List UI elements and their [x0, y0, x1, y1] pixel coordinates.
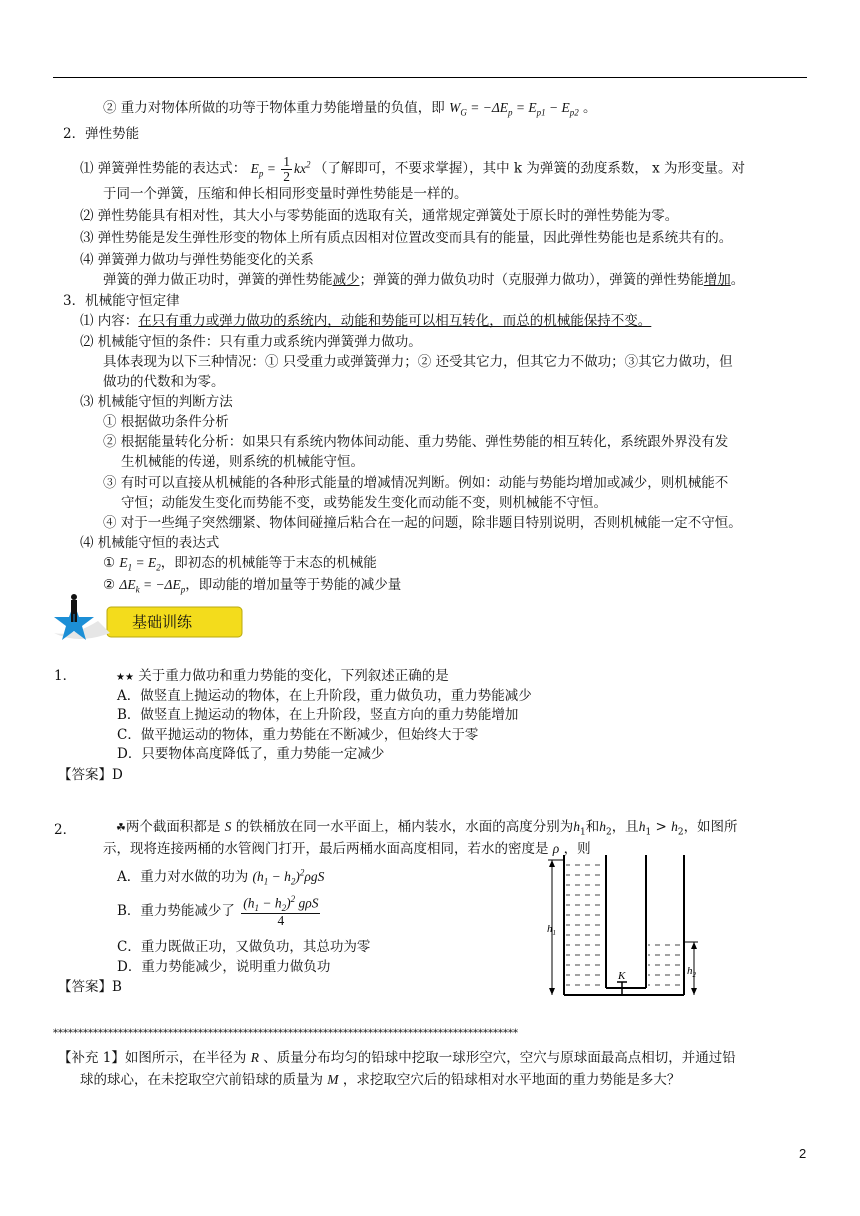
- judgment-method-3: ③ 有时可以直接从机械能的各种形式能量的增减情况判断。例如：动能与势能均增加或减少，则机械能不: [103, 475, 729, 491]
- elastic-pe-formula-line: ⑴ 弹簧弹性势能的表达式： $E_p$ = $\frac{1}{2}$ $kx^2$ （了解即可，不要求掌握），其中 k 为弹簧的劲度系数， x 为形变量。对: [80, 153, 746, 184]
- q2-stem-line2: 示，现将连接两桶的水管阀门打开，最后两桶水面高度相同，若水的密度是 ρ ，则: [103, 841, 591, 857]
- conservation-cases-cont: 做功的代数和为零。: [103, 374, 225, 390]
- valve-label: K: [618, 970, 626, 982]
- expression-1-formula: $E_1 = E_2$: [119, 555, 161, 573]
- difficulty-star-icon: ★★: [116, 672, 134, 683]
- h2-label: $h_2$: [687, 965, 696, 979]
- section-2-title: 2．弹性势能: [63, 126, 140, 142]
- q1-option-c: C．做平抛运动的物体，重力势能在不断减少，但始终大于零: [117, 727, 479, 743]
- q2-stem-line1: ☘两个截面积都是 S 的铁桶放在同一水平面上，桶内装水，水面的高度分别为$h_1$和$h_2$，且$h_1 > h_2$，如图所: [116, 819, 738, 838]
- judgment-method-1: ① 根据做功条件分析: [103, 414, 229, 430]
- elastic-work-relation-title: ⑷ 弹簧弹力做功与弹性势能变化的关系: [80, 252, 314, 268]
- elastic-pe-note: 于同一个弹簧，压缩和伸长相同形变量时弹性势能是一样的。: [103, 186, 468, 202]
- conservation-condition: ⑵ 机械能守恒的条件：只有重力或系统内弹簧弹力做功。: [80, 334, 422, 350]
- elastic-pe-formula: $E_p$ = $\frac{1}{2}$ $kx^2$: [250, 153, 311, 184]
- banner-label: 基础训练: [132, 613, 193, 631]
- judgment-method-2: ② 根据能量转化分析：如果只有系统内物体间动能、重力势能、弹性势能的相互转化，系统跟外界没有发: [103, 434, 729, 450]
- q2-option-a: A．重力对水做的功为 $(h_1 - h_2)^2\rho gS$: [117, 867, 325, 887]
- gravity-work-formula: $W_G = -\Delta E_p = E_{p1} - E_{p2}$: [449, 100, 579, 118]
- elastic-pe-relative: ⑵ 弹性势能具有相对性，其大小与零势能面的选取有关，通常规定弹簧处于原长时的弹性势能为零。: [80, 208, 679, 224]
- q2-answer: 【答案】B: [58, 979, 122, 995]
- expressions-title: ⑷ 机械能守恒的表达式: [80, 535, 220, 551]
- conservation-content: ⑴ 内容：在只有重力或弹力做功的系统内，动能和势能可以相互转化，而总的机械能保持不变。: [80, 313, 652, 329]
- expression-2-formula: $\Delta E_k = -\Delta E_p$: [119, 577, 186, 595]
- q2-number: 2．: [54, 822, 77, 838]
- elastic-pe-system: ⑶ 弹性势能是发生弹性形变的物体上所有质点因相对位置改变而具有的能量，因此弹性势能也是系统共有的。: [80, 230, 733, 246]
- q1-stem: ★★ 关于重力做功和重力势能的变化，下列叙述正确的是: [116, 668, 449, 684]
- supplement-line-1: 【补充 1】如图所示，在半径为 R 、质量分布均匀的铅球中挖取一球形空穴，空穴与原球面最高点相切，并通过铅: [58, 1050, 736, 1066]
- q2-option-c: C．重力既做正功，又做负功，其总功为零: [117, 939, 371, 955]
- expression-1: ① $E_1 = E_2$，即初态的机械能等于末态的机械能: [103, 555, 377, 573]
- judgment-method-4: ④ 对于一些绳子突然绷紧、物体间碰撞后粘合在一起的问题，除非题目特别说明，否则机械能一定不守恒。: [103, 515, 742, 531]
- judgment-methods-title: ⑶ 机械能守恒的判断方法: [80, 394, 233, 410]
- supplement-line-2: 球的球心，在未挖取空穴前铅球的质量为 M ，求挖取空穴后的铅球相对水平地面的重力势能是多大？: [80, 1072, 681, 1088]
- q1-answer: 【答案】D: [58, 767, 123, 783]
- judgment-method-2-cont: 生机械能的传递，则系统的机械能守恒。: [121, 454, 364, 470]
- elastic-work-relation: 弹簧的弹力做正功时，弹簧的弹性势能减少；弹簧的弹力做负功时（克服弹力做功），弹簧的弹性势能增加。: [103, 272, 745, 288]
- section-3-title: 3．机械能守恒定律: [63, 293, 180, 309]
- q1-number: 1．: [54, 668, 77, 684]
- difficulty-triple-star-icon: ☘: [116, 821, 126, 834]
- h1-label: $h_1$: [547, 923, 556, 937]
- q2-option-b: B．重力势能减少了 $\frac{(h_1 - h_2)^2 g\rho S}{4}$: [117, 893, 319, 929]
- header-rule: [53, 77, 807, 78]
- page-number: 2: [799, 1146, 807, 1161]
- q1-option-d: D．只要物体高度降低了，重力势能一定减少: [117, 746, 385, 762]
- two-buckets-figure: [544, 850, 714, 1000]
- q1-option-a: A．做竖直上抛运动的物体，在上升阶段，重力做负功，重力势能减少: [117, 688, 532, 704]
- separator-stars: *********************************************************************************************: [53, 1028, 518, 1039]
- person-icon: [71, 594, 77, 600]
- q1-option-b: B．做竖直上抛运动的物体，在上升阶段，竖直方向的重力势能增加: [117, 707, 519, 723]
- expression-2: ② $\Delta E_k = -\Delta E_p$，即动能的增加量等于势能的减少量: [103, 577, 402, 595]
- q2-option-d: D．重力势能减少，说明重力做负功: [117, 959, 331, 975]
- judgment-method-3-cont: 守恒；动能发生变化而势能不变，或势能发生变化而动能不变，则机械能不守恒。: [121, 495, 607, 511]
- gravity-work-statement: ② 重力对物体所做的功等于物体重力势能增量的负值，即 $W_G = -\Delta E_p = E_{p1} - E_{p2}$ 。: [103, 100, 597, 118]
- section-banner: [52, 593, 252, 643]
- conservation-cases: 具体表现为以下三种情况：① 只受重力或弹簧弹力；② 还受其它力，但其它力不做功；③其它力做功，但: [103, 354, 733, 370]
